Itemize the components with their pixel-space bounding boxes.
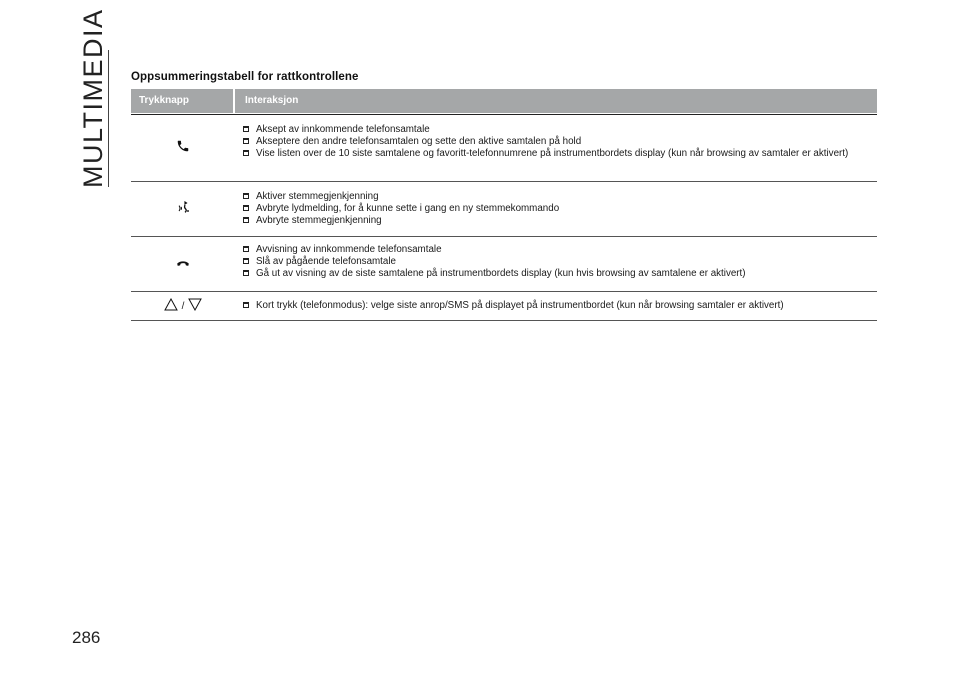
page-number: 286 — [72, 628, 101, 647]
up-arrow-icon — [164, 298, 178, 314]
list-item: Gå ut av visning av de siste samtalene på instrumentbordets display (kun hvis browsing av samtalene er aktivert) — [243, 268, 871, 280]
down-arrow-icon — [188, 298, 202, 314]
list-item: Avbryte stemmegjenkjenning — [243, 215, 871, 227]
section-title: MULTIMEDIA — [78, 8, 108, 188]
list-item: Avbryte lydmelding, for å kunne sette i gang en ny stemmekommando — [243, 203, 871, 215]
arrow-separator: / — [181, 300, 185, 312]
table-row — [131, 115, 877, 182]
list-item: Avvisning av innkommende telefonsamtale — [243, 244, 871, 256]
table-row — [131, 182, 877, 237]
list-item: Kort trykk (telefonmodus): velge siste anrop/SMS på displayet på instrumentbordet (kun når browsing samtaler er aktivert) — [243, 300, 871, 312]
list-item: Slå av pågående telefonsamtale — [243, 256, 871, 268]
voice-recognition-icon — [175, 199, 191, 220]
section-divider — [108, 50, 109, 187]
list-item: Aksept av innkommende telefonsamtale — [243, 124, 871, 136]
table-header — [131, 89, 877, 113]
table-row — [131, 237, 877, 292]
table-title: Oppsummeringstabell for rattkontrollene — [131, 71, 359, 83]
list-item: Aktiver stemmegjenkjenning — [243, 191, 871, 203]
steering-controls-table — [131, 89, 877, 321]
table-row — [131, 292, 877, 321]
list-item: Vise listen over de 10 siste samtalene og favoritt-telefonnumrene på instrumentbordets display (kun når browsing av samtaler er aktivert) — [243, 148, 871, 160]
header-button: Trykknapp — [131, 89, 233, 113]
phone-answer-icon — [176, 139, 190, 158]
header-interaction: Interaksjon — [235, 89, 877, 113]
list-item: Akseptere den andre telefonsamtalen og sette den aktive samtalen på hold — [243, 136, 871, 148]
phone-hangup-icon — [176, 255, 190, 273]
